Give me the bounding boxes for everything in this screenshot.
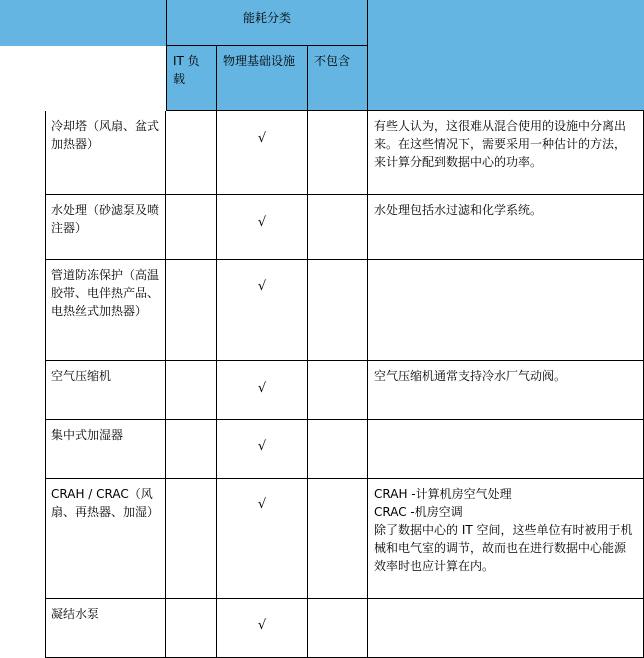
column-header-it-load: IT 负载 — [166, 46, 217, 111]
header-left-blank — [0, 0, 166, 46]
row-2-it — [166, 195, 217, 260]
row-7-name: 凝结水泵 — [45, 599, 166, 658]
row-6-exclude — [308, 479, 368, 599]
check-mark: √ — [257, 618, 267, 633]
row-6-it — [166, 479, 217, 599]
row-4-name: 空气压缩机 — [45, 361, 166, 420]
row-6-infra — [217, 479, 308, 599]
row-5-it — [166, 420, 217, 479]
row-5-infra — [217, 420, 308, 479]
row-7-note — [368, 599, 644, 658]
row-4-infra — [217, 361, 308, 420]
row-5-name: 集中式加湿器 — [45, 420, 166, 479]
row-4-exclude — [308, 361, 368, 420]
row-1-it — [166, 111, 217, 195]
row-3-name: 管道防冻保护（高温胶带、电伴热产品、电热丝式加热器） — [45, 260, 166, 361]
row-6-note — [368, 479, 644, 599]
row-2-note: 水处理包括水过滤和化学系统。 — [368, 195, 644, 260]
header-group-title-text: 能耗分类 — [242, 11, 291, 25]
left-gutter — [0, 111, 46, 658]
row-7-infra — [217, 599, 308, 658]
row-6-name: CRAH / CRAC（风扇、再热器、加湿） — [45, 479, 166, 599]
row-3-note — [368, 260, 644, 361]
check-mark: √ — [257, 215, 267, 230]
row-5-note — [368, 420, 644, 479]
check-mark: √ — [257, 131, 267, 146]
row-2-exclude — [308, 195, 368, 260]
row-1-exclude — [308, 111, 368, 195]
check-mark: √ — [257, 439, 267, 454]
note-line-crah: CRAH -计算机房空气处理 — [374, 487, 512, 501]
check-mark: √ — [257, 497, 267, 512]
header-left-under-blank — [0, 46, 45, 111]
row-4-it — [166, 361, 217, 420]
row-2-name: 水处理（砂滤泵及喷注器） — [45, 195, 166, 260]
column-header-physical-infrastructure: 物理基础设施 — [217, 46, 308, 111]
check-mark: √ — [257, 279, 267, 294]
row-3-infra — [217, 260, 308, 361]
header-group-title — [166, 0, 368, 46]
row-7-it — [166, 599, 217, 658]
row-2-infra — [217, 195, 308, 260]
row-7-exclude — [308, 599, 368, 658]
note-paragraph: 除了数据中心的 IT 空间，这些单位有时被用于机械和电气室的调节，故而也在进行数据中心能源效率时也应计算在内。 — [374, 523, 633, 573]
row-1-infra — [217, 111, 308, 195]
column-header-excluded: 不包含 — [308, 46, 368, 111]
row-1-name: 冷却塔（风扇、盆式加热器） — [45, 111, 166, 195]
row-3-it — [166, 260, 217, 361]
check-mark: √ — [257, 381, 267, 396]
header-note-column — [368, 0, 644, 111]
note-line-crac: CRAC -机房空调 — [374, 505, 463, 519]
row-5-exclude — [308, 420, 368, 479]
row-3-exclude — [308, 260, 368, 361]
row-1-note: 有些人认为，这很难从混合使用的设施中分离出来。在这些情况下，需要采用一种估计的方法，来计算分配到数据中心的功率。 — [368, 111, 644, 195]
row-4-note: 空气压缩机通常支持冷水厂气动阀。 — [368, 361, 644, 420]
